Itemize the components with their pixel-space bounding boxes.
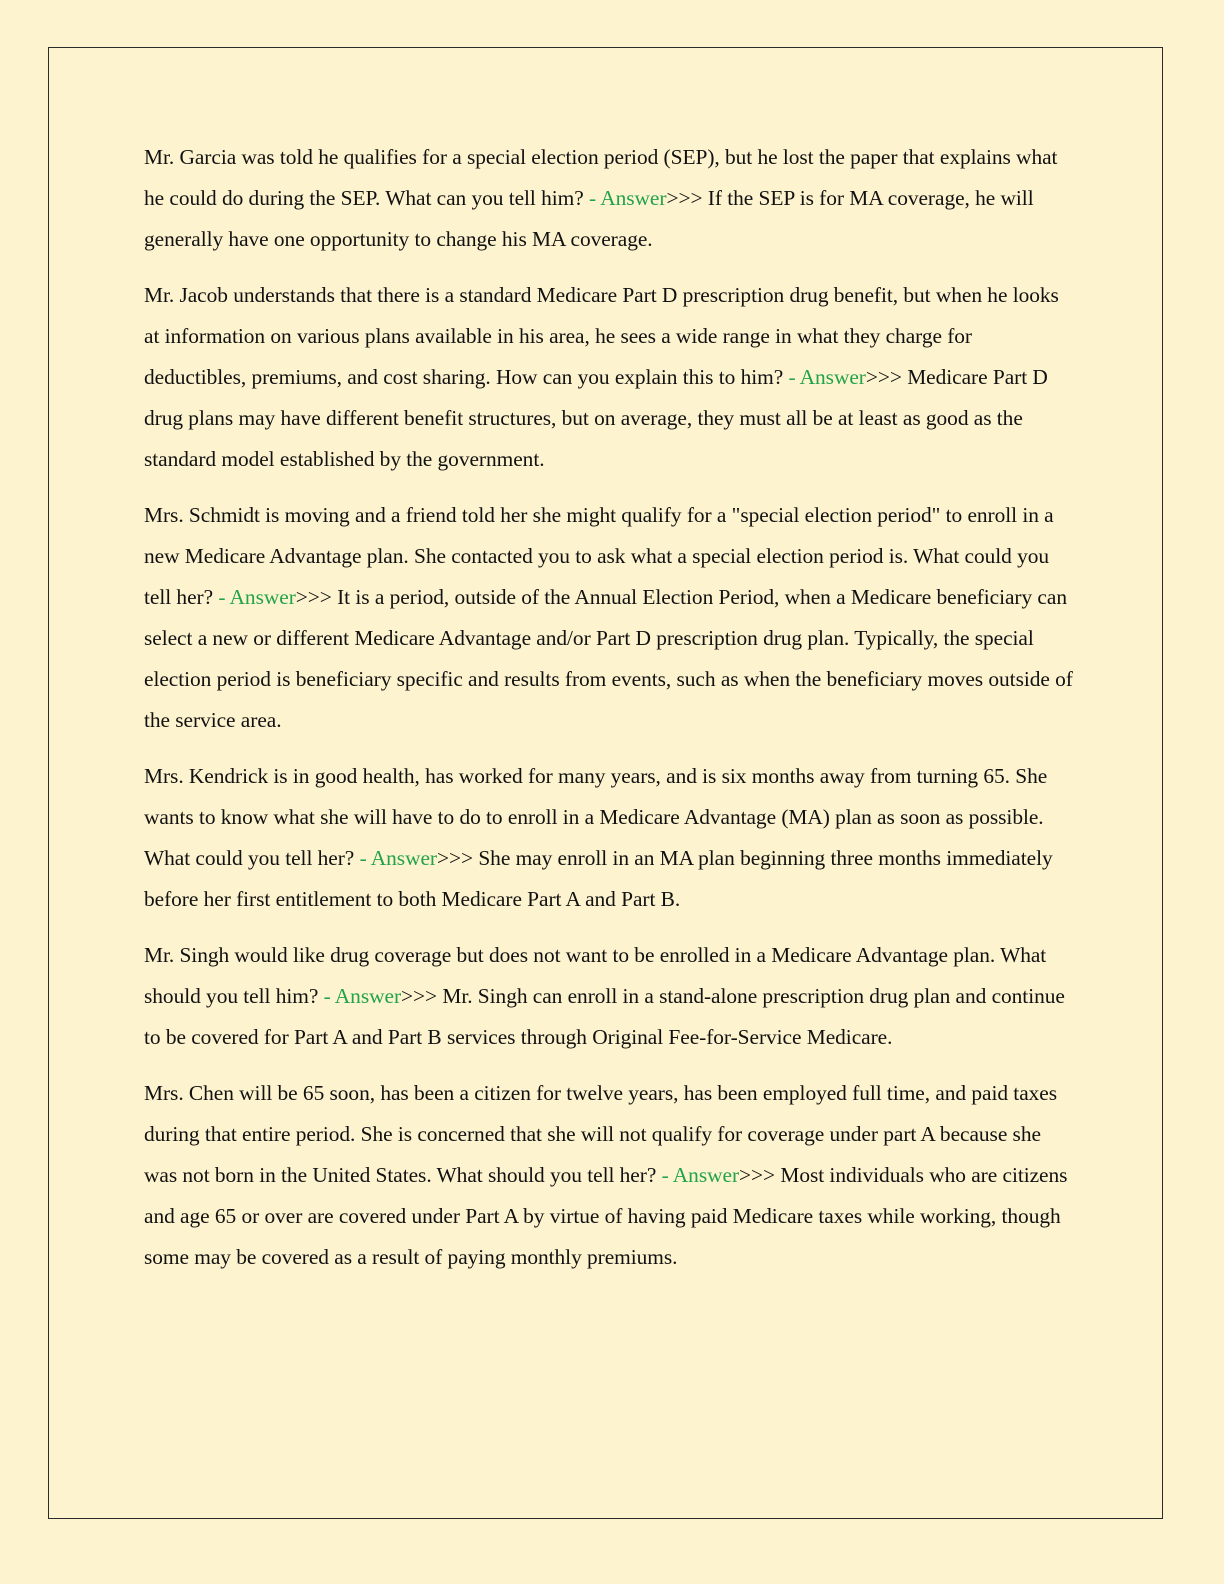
answer-text: >>> She may enroll in an MA plan beginning three months immediately before her first entitlement to both Medicare Part A and Part B.: [144, 846, 1053, 911]
answer-text: >>> It is a period, outside of the Annual Election Period, when a Medicare beneficiary can select a new or different Medicare Advantage and/or Part D prescription drug plan. Typically, the special election period is beneficiary specific and results from events, such as when the beneficiary moves outside of the service area.: [144, 585, 1073, 732]
question-text: Mr. Singh would like drug coverage but does not want to be enrolled in a Medicare Advantage plan. What should you tell him?: [144, 943, 1047, 1008]
qa-item-singh: [144, 935, 1079, 1058]
answer-label: Answer: [229, 585, 296, 609]
question-text: Mrs. Schmidt is moving and a friend told her she might qualify for a "special election period" to enroll in a new Medicare Advantage plan. She contacted you to ask what a special election period is. What could you tell her?: [144, 503, 1054, 609]
qa-item-kendrick: [144, 756, 1079, 920]
question-text: Mrs. Kendrick is in good health, has worked for many years, and is six months away from turning 65. She wants to know what she will have to do to enroll in a Medicare Advantage (MA) plan as soon as possible. What could you tell her?: [144, 764, 1048, 870]
question-text: Mrs. Chen will be 65 soon, has been a citizen for twelve years, has been employed full time, and paid taxes during that entire period. She is concerned that she will not qualify for coverage under part A because she was not born in the United States. What should you tell her?: [144, 1081, 1057, 1187]
qa-item-chen: [144, 1073, 1079, 1278]
answer-separator: -: [783, 365, 800, 389]
document-body: [144, 137, 1079, 1293]
answer-label: Answer: [672, 1163, 740, 1187]
answer-label: Answer: [799, 365, 866, 389]
qa-item-jacob: [144, 275, 1079, 480]
answer-separator: -: [213, 585, 230, 609]
answer-separator: -: [318, 984, 335, 1008]
question-text: Mr. Jacob understands that there is a standard Medicare Part D prescription drug benefit, but when he looks at information on various plans available in his area, he sees a wide range in what they charge for deductibles, premiums, and cost sharing. How can you explain this to him?: [144, 283, 1059, 389]
question-text: Mr. Garcia was told he qualifies for a special election period (SEP), but he lost the paper that explains what he could do during the SEP. What can you tell him?: [144, 145, 1058, 210]
answer-separator: -: [354, 846, 371, 870]
answer-label: Answer: [370, 846, 437, 870]
answer-text: >>> Mr. Singh can enroll in a stand-alone prescription drug plan and continue to be covered for Part A and Part B services through Original Fee-for-Service Medicare.: [144, 984, 1065, 1049]
qa-item-garcia: [144, 137, 1079, 260]
answer-text: >>> Most individuals who are citizens and age 65 or over are covered under Part A by virtue of having paid Medicare taxes while working, though some may be covered as a result of paying monthly premiums.: [144, 1163, 1068, 1269]
qa-item-schmidt: [144, 495, 1079, 741]
answer-label: Answer: [334, 984, 402, 1008]
answer-text: >>> If the SEP is for MA coverage, he will generally have one opportunity to change his MA coverage.: [144, 186, 1034, 251]
answer-separator: -: [583, 186, 601, 210]
answer-label: Answer: [600, 186, 667, 210]
answer-text: >>> Medicare Part D drug plans may have different benefit structures, but on average, they must all be at least as good as the standard model established by the government.: [144, 365, 1048, 471]
answer-separator: -: [656, 1163, 673, 1187]
